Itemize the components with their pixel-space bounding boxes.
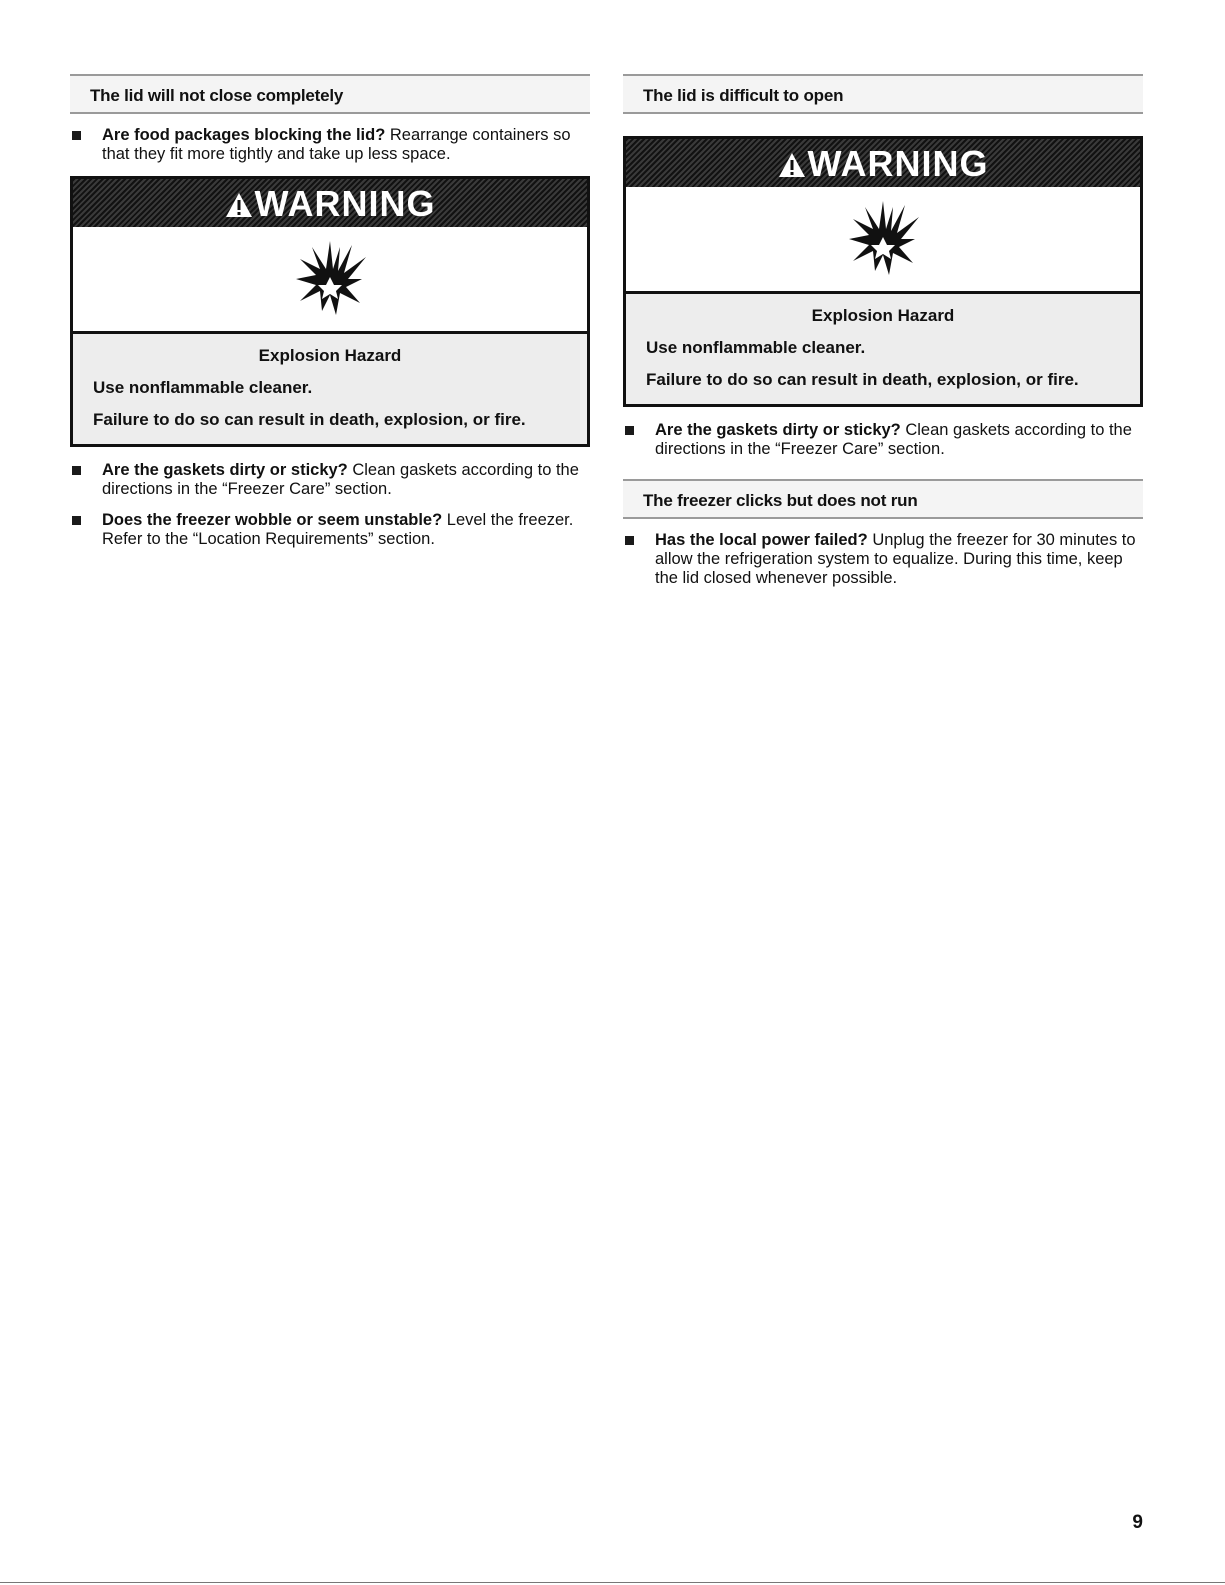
bullet-question: Are the gaskets dirty or sticky?	[102, 461, 348, 479]
hazard-icon-panel	[73, 227, 587, 334]
bullet-answer: Clean gaskets according to the directions in the “Freezer Care” section.	[655, 421, 1132, 458]
bullet-power-failed	[623, 531, 1143, 588]
warning-title: WARNING	[807, 143, 989, 184]
section-heading-lid-not-close: The lid will not close completely	[70, 74, 590, 114]
bullet-answer: Clean gaskets according to the directions in the “Freezer Care” section.	[102, 461, 579, 498]
bullet-question: Are the gaskets dirty or sticky?	[655, 421, 901, 439]
hazard-icon-panel	[626, 187, 1140, 294]
warning-triangle-icon	[225, 181, 253, 231]
warning-box	[70, 176, 590, 447]
bullet-square-icon	[625, 536, 634, 545]
hazard-title: Explosion Hazard	[811, 306, 955, 325]
bullet-gaskets	[623, 421, 1143, 459]
warning-box	[623, 136, 1143, 407]
warning-body	[626, 294, 1140, 404]
bullet-question: Has the local power failed?	[655, 531, 868, 549]
warning-instruction: Use nonflammable cleaner.	[93, 378, 313, 397]
hazard-title: Explosion Hazard	[258, 346, 402, 365]
bullet-square-icon	[72, 466, 81, 475]
bullet-answer: Rearrange containers so that they fit more tightly and take up less space.	[102, 126, 571, 163]
warning-consequence: Failure to do so can result in death, explosion, or fire.	[93, 410, 526, 429]
warning-body	[73, 334, 587, 444]
bullet-answer: Unplug the freezer for 30 minutes to allow the refrigeration system to equalize. During this time, keep the lid closed whenever possible.	[655, 531, 1136, 587]
bullet-square-icon	[72, 516, 81, 525]
bullet-food-packages	[70, 126, 590, 164]
bullet-gaskets	[70, 461, 590, 499]
warning-consequence: Failure to do so can result in death, explosion, or fire.	[646, 370, 1079, 389]
bullet-square-icon	[72, 131, 81, 140]
explosion-icon	[843, 199, 923, 279]
bullet-question: Are food packages blocking the lid?	[102, 126, 386, 144]
bullet-question: Does the freezer wobble or seem unstable?	[102, 511, 443, 529]
bullet-answer: Level the freezer. Refer to the “Location Requirements” section.	[102, 511, 574, 548]
left-column	[70, 74, 590, 561]
section-heading-lid-difficult: The lid is difficult to open	[623, 74, 1143, 114]
warning-title: WARNING	[254, 183, 436, 224]
explosion-icon	[290, 239, 370, 319]
page-number: 9	[1132, 1512, 1143, 1533]
warning-banner	[73, 179, 587, 227]
section-heading-clicks-not-run: The freezer clicks but does not run	[623, 479, 1143, 519]
bullet-wobble	[70, 511, 590, 549]
warning-banner	[626, 139, 1140, 187]
bullet-square-icon	[625, 426, 634, 435]
warning-triangle-icon	[778, 141, 806, 191]
warning-instruction: Use nonflammable cleaner.	[646, 338, 866, 357]
bottom-rule	[0, 1582, 1225, 1583]
right-column	[623, 74, 1143, 600]
